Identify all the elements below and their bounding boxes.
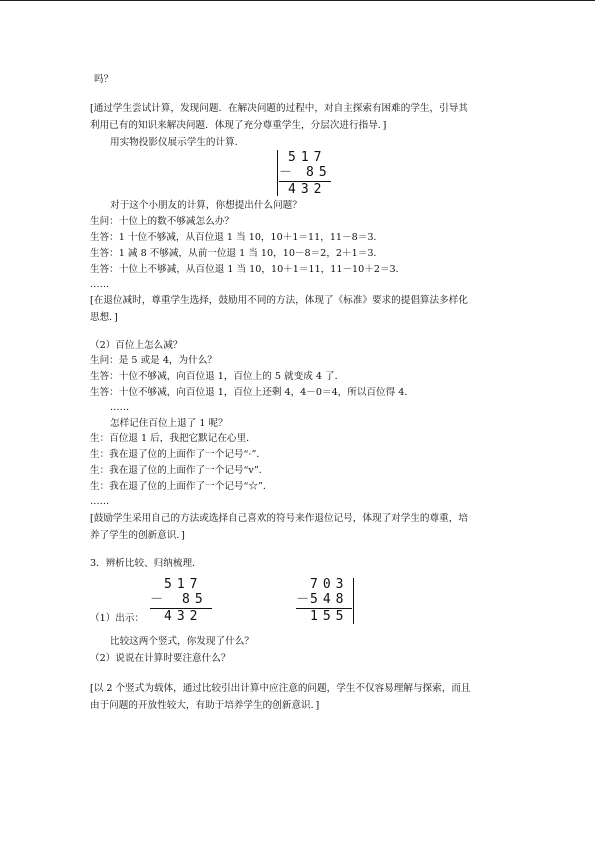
student-response: 生：我在退了位的上面作了一个记号“☆”． [90, 481, 273, 492]
minuend: 517 [288, 150, 327, 165]
paragraph: 用实物投影仪展示学生的计算． [110, 137, 245, 148]
teaching-note: [通过学生尝试计算，发现问题．在解决问题的过程中，对自主探索有困难的学生，引导其 [90, 103, 468, 114]
subtrahend: 548 [310, 592, 349, 607]
ellipsis: …… [90, 496, 110, 507]
minuend: 517 [164, 577, 203, 592]
student-question: 生问：是 5 或是 4，为什么？ [90, 355, 217, 366]
teaching-note: 思想．] [90, 312, 118, 323]
label: （1）出示： [90, 613, 145, 624]
student-answer: 生答：1 减 8 不够减，从前一位退 1 当 10，10－8＝2，2＋1＝3． [90, 248, 384, 259]
student-answer: 生答：1 十位不够减，从百位退 1 当 10，10＋1＝11，11－8＝3． [90, 232, 384, 243]
teaching-note: [鼓励学生采用自己的方法或选择自己喜欢的符号来作退位记号，体现了对学生的尊重，培 [90, 513, 468, 524]
section-heading: （2）说说在计算时要注意什么？ [90, 653, 231, 664]
paragraph: 对于这个小朋友的计算，你想提出什么问题？ [110, 200, 302, 211]
teaching-note: 利用已有的知识来解决问题．体现了充分尊重学生，分层次进行指导．] [90, 120, 387, 131]
paragraph: 怎样记住百位上退了 1 呢？ [110, 418, 228, 429]
minus-sign: － [150, 592, 164, 607]
student-question: 生问：十位上的数不够减怎么办？ [90, 216, 234, 227]
minus-sign: － [279, 165, 293, 180]
subtrahend: 85 [306, 165, 332, 180]
ellipsis: …… [90, 279, 110, 290]
minuend: 703 [310, 577, 349, 592]
difference: 155 [310, 609, 349, 624]
minus-sign: － [296, 592, 310, 607]
student-response: 生：百位退 1 后，我把它默记在心里． [90, 433, 256, 444]
page-top-border [0, 0, 595, 1]
teaching-note: 养了学生的创新意识．] [90, 530, 185, 541]
difference: 432 [288, 182, 327, 197]
student-answer: 生答：十位上不够减，从百位退 1 当 10，10＋1＝11，11－10＋2＝3． [90, 264, 406, 275]
text-line: 吗？ [94, 74, 114, 85]
teaching-note: 由于问题的开放性较大，有助于培养学生的创新意识．] [90, 700, 320, 711]
student-response: 生：我在退了位的上面作了一个记号“v”． [90, 465, 269, 476]
difference: 432 [164, 609, 203, 624]
section-heading: 3．辨析比较、归纳梳理． [90, 558, 202, 569]
subtrahend: 85 [182, 592, 208, 607]
student-answer: 生答：十位不够减，向百位退 1，百位上的 5 就变成 4 了． [90, 371, 345, 382]
student-answer: 生答：十位不够减，向百位退 1，百位上还剩 4，4－0＝4，所以百位得 4． [90, 387, 414, 398]
section-heading: （2）百位上怎么减？ [90, 340, 183, 351]
teaching-note: [在退位减时，尊重学生选择，鼓励用不同的方法，体现了《标准》要求的提倡算法多样化 [90, 295, 468, 306]
ellipsis: …… [110, 402, 130, 413]
teaching-note: [以 2 个竖式为载体，通过比较引出计算中应注意的问题，学生不仅容易理解与探索，而且 [90, 683, 471, 694]
paragraph: 比较这两个竖式，你发现了什么？ [110, 636, 254, 647]
student-response: 生：我在退了位的上面作了一个记号“·”． [90, 449, 266, 460]
side-rule [353, 578, 354, 624]
